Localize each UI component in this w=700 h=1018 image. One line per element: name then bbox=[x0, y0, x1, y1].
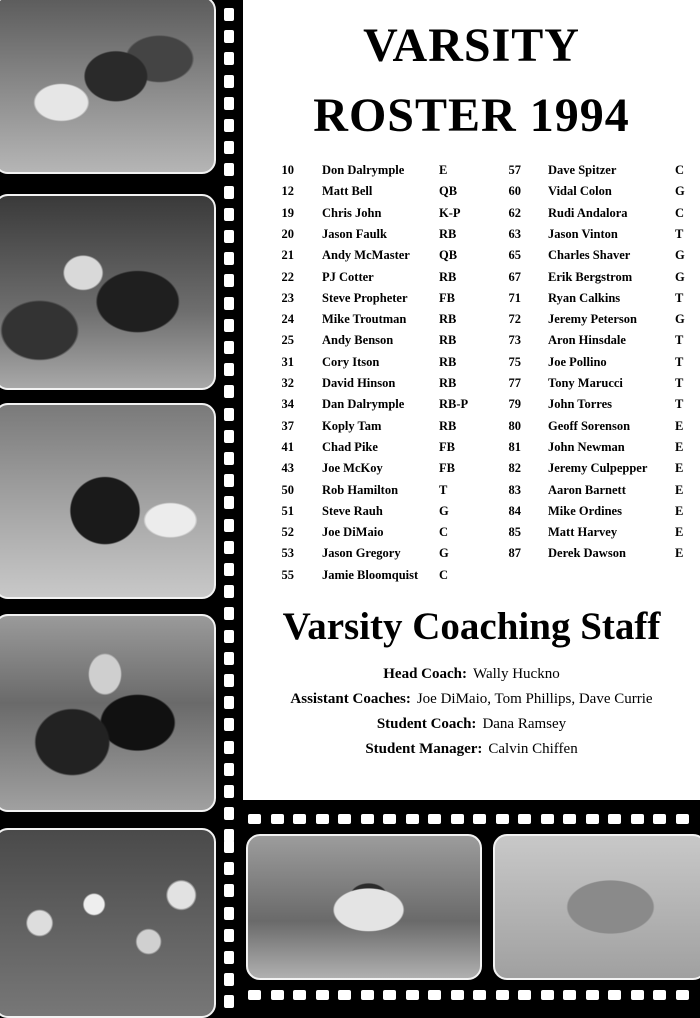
sprocket-hole bbox=[224, 163, 234, 176]
shirt-logo-photo bbox=[493, 834, 700, 980]
sprocket-hole bbox=[224, 674, 234, 687]
player-name: Andy McMaster bbox=[322, 248, 410, 263]
assistant-coaches-label: Assistant Coaches: bbox=[290, 691, 411, 707]
player-position: T bbox=[675, 226, 684, 241]
player-position: RB bbox=[439, 354, 457, 369]
sprocket-hole bbox=[224, 741, 234, 754]
player-number: 23 bbox=[281, 290, 294, 305]
player-number: 41 bbox=[281, 439, 294, 454]
player-number: 67 bbox=[508, 269, 521, 284]
player-name: Steve Rauh bbox=[322, 503, 383, 518]
player-number: 79 bbox=[508, 397, 521, 412]
player-name: PJ Cotter bbox=[322, 269, 374, 284]
roster-row bbox=[243, 522, 700, 542]
sprocket-hole bbox=[451, 814, 464, 824]
roster-row bbox=[243, 480, 700, 500]
football-photo-4 bbox=[0, 614, 216, 812]
sprocket-hole bbox=[248, 990, 261, 1000]
player-position: T bbox=[675, 376, 684, 390]
sprocket-hole bbox=[224, 363, 234, 376]
player-name: Rudi Andalora bbox=[548, 205, 628, 220]
player-name: Matt Bell bbox=[322, 184, 373, 199]
player-position: RB bbox=[439, 226, 457, 241]
roster-row bbox=[243, 160, 700, 180]
sprocket-hole bbox=[224, 141, 234, 154]
player-name: Aaron Barnett bbox=[548, 482, 626, 497]
sprocket-hole bbox=[676, 814, 689, 824]
sprocket-hole bbox=[293, 990, 306, 1000]
roster-row bbox=[243, 373, 700, 393]
roster-row bbox=[243, 565, 700, 585]
roster-row bbox=[243, 203, 700, 223]
sprocket-hole bbox=[496, 814, 509, 824]
sprocket-hole bbox=[383, 814, 396, 824]
player-position: C bbox=[439, 525, 449, 540]
page-title-line2: ROSTER 1994 bbox=[313, 89, 630, 142]
sprocket-hole bbox=[586, 990, 599, 1000]
sprocket-hole bbox=[518, 814, 531, 824]
player-position: RB bbox=[439, 333, 457, 348]
player-name: Charles Shaver bbox=[548, 248, 631, 263]
player-name: Joe Pollino bbox=[548, 354, 607, 369]
player-number: 65 bbox=[508, 248, 521, 263]
sprocket-hole bbox=[631, 990, 644, 1000]
student-manager-value: Calvin Chiffen bbox=[488, 741, 578, 757]
roster-row bbox=[243, 543, 700, 563]
sprocket-hole bbox=[653, 990, 666, 1000]
player-name: Jamie Bloomquist bbox=[322, 567, 419, 582]
sprocket-hole bbox=[473, 990, 486, 1000]
sprocket-hole bbox=[383, 990, 396, 1000]
player-number: 12 bbox=[281, 184, 294, 199]
sprocket-hole bbox=[224, 563, 234, 576]
head-coach-line bbox=[243, 666, 700, 683]
head-coach-label: Head Coach: bbox=[383, 666, 468, 682]
sprocket-hole bbox=[224, 97, 234, 110]
sprocket-hole bbox=[541, 814, 554, 824]
sprocket-hole bbox=[406, 814, 419, 824]
player-position: T bbox=[675, 354, 684, 369]
sprocket-hole bbox=[224, 951, 234, 964]
sprocket-hole bbox=[676, 990, 689, 1000]
player-position: C bbox=[675, 205, 685, 220]
player-number: 21 bbox=[281, 248, 294, 263]
player-position: K-P bbox=[439, 205, 461, 220]
sprocket-hole bbox=[224, 75, 234, 88]
player-position: T bbox=[675, 290, 684, 305]
player-position: RB bbox=[439, 269, 457, 284]
player-name: Mike Troutman bbox=[322, 312, 407, 327]
player-position: T bbox=[675, 397, 684, 412]
roster-row bbox=[243, 458, 700, 478]
assistant-coaches-line bbox=[243, 691, 700, 708]
sprocket-hole bbox=[224, 607, 234, 620]
player-name: Chad Pike bbox=[322, 439, 378, 454]
player-position: C bbox=[439, 567, 449, 582]
sprocket-hole bbox=[316, 814, 329, 824]
sprocket-hole bbox=[406, 990, 419, 1000]
sprocket-hole bbox=[224, 452, 234, 465]
player-number: 81 bbox=[508, 439, 521, 454]
sprocket-hole bbox=[586, 814, 599, 824]
player-position: QB bbox=[439, 184, 458, 199]
player-number: 25 bbox=[281, 333, 294, 348]
player-name: Mike Ordines bbox=[548, 503, 622, 518]
player-number: 87 bbox=[508, 546, 521, 561]
player-position: E bbox=[675, 461, 684, 476]
sprocket-hole bbox=[224, 652, 234, 665]
student-manager-line bbox=[243, 741, 700, 758]
player-name: Erik Bergstrom bbox=[548, 269, 633, 284]
sprocket-hole bbox=[224, 519, 234, 532]
player-name: John Torres bbox=[548, 397, 613, 412]
sprocket-hole bbox=[224, 541, 234, 554]
player-name: Derek Dawson bbox=[548, 546, 626, 561]
roster-row bbox=[243, 394, 700, 414]
player-position: E bbox=[675, 439, 684, 454]
player-number: 10 bbox=[281, 163, 294, 177]
player-name: Jason Vinton bbox=[548, 226, 618, 241]
sprocket-hole bbox=[271, 814, 284, 824]
player-name: David Hinson bbox=[322, 376, 396, 390]
sprocket-hole bbox=[224, 884, 234, 897]
player-position: E bbox=[439, 163, 448, 177]
sprocket-hole bbox=[224, 8, 234, 21]
sprocket-hole bbox=[224, 274, 234, 287]
head-coach-value: Wally Huckno bbox=[473, 666, 560, 682]
roster-row bbox=[243, 330, 700, 350]
player-number: 43 bbox=[281, 461, 294, 476]
player-number: 62 bbox=[508, 205, 521, 220]
sprocket-hole bbox=[451, 990, 464, 1000]
player-number: 20 bbox=[281, 226, 294, 241]
student-coach-value: Dana Ramsey bbox=[482, 716, 567, 732]
sprocket-hole bbox=[361, 814, 374, 824]
player-number: 60 bbox=[508, 184, 521, 199]
sprocket-hole bbox=[473, 814, 486, 824]
crowd-photo bbox=[0, 828, 216, 1018]
player-number: 55 bbox=[281, 567, 294, 582]
sprocket-hole bbox=[224, 385, 234, 398]
player-name: Tony Marucci bbox=[548, 376, 623, 390]
player-name: Don Dalrymple bbox=[322, 163, 405, 177]
student-manager-label: Student Manager: bbox=[365, 741, 483, 757]
player-number: 80 bbox=[508, 418, 521, 433]
player-position: FB bbox=[439, 290, 455, 305]
roster-row bbox=[243, 501, 700, 521]
player-position: C bbox=[675, 163, 685, 177]
player-position: E bbox=[675, 503, 684, 518]
player-position: RB bbox=[439, 312, 457, 327]
player-position: G bbox=[675, 248, 685, 263]
sprocket-hole bbox=[224, 430, 234, 443]
player-position: RB-P bbox=[439, 397, 469, 412]
player-name: Aron Hinsdale bbox=[548, 333, 626, 348]
player-number: 63 bbox=[508, 226, 521, 241]
player-position: E bbox=[675, 546, 684, 561]
player-number: 77 bbox=[508, 376, 521, 390]
sprocket-hole bbox=[224, 862, 234, 875]
sprocket-hole bbox=[224, 319, 234, 332]
sprocket-hole bbox=[224, 696, 234, 709]
sprocket-hole bbox=[224, 785, 234, 798]
sprocket-hole bbox=[224, 496, 234, 509]
sprocket-hole bbox=[224, 718, 234, 731]
sprocket-hole bbox=[563, 814, 576, 824]
sprocket-hole bbox=[248, 814, 261, 824]
player-name: Dan Dalrymple bbox=[322, 397, 405, 412]
player-number: 50 bbox=[281, 482, 294, 497]
player-number: 57 bbox=[508, 163, 521, 177]
sprocket-hole bbox=[224, 807, 234, 820]
assistant-coaches-value: Joe DiMaio, Tom Phillips, Dave Currie bbox=[416, 691, 653, 707]
player-number: 34 bbox=[281, 397, 294, 412]
sprocket-hole bbox=[224, 585, 234, 598]
player-number: 72 bbox=[508, 312, 521, 327]
student-coach-label: Student Coach: bbox=[376, 716, 477, 732]
player-name: Koply Tam bbox=[322, 418, 382, 433]
sprocket-hole bbox=[608, 990, 621, 1000]
sprocket-hole bbox=[653, 814, 666, 824]
sprocket-hole bbox=[224, 186, 234, 199]
player-name: Joe DiMaio bbox=[322, 525, 384, 540]
player-number: 24 bbox=[281, 312, 294, 327]
player-position: T bbox=[675, 333, 684, 348]
player-name: Chris John bbox=[322, 205, 382, 220]
player-position: T bbox=[439, 482, 448, 497]
player-position: RB bbox=[439, 376, 457, 390]
player-name: Dave Spitzer bbox=[548, 163, 617, 177]
sprocket-hole bbox=[224, 907, 234, 920]
player-number: 31 bbox=[281, 354, 294, 369]
player-position: G bbox=[675, 312, 685, 327]
football-photo-1 bbox=[0, 0, 216, 174]
football-photo-3 bbox=[0, 403, 216, 599]
sprocket-hole bbox=[224, 30, 234, 43]
sprocket-hole bbox=[224, 297, 234, 310]
player-position: G bbox=[675, 269, 685, 284]
sprocket-hole bbox=[224, 208, 234, 221]
player-position: QB bbox=[439, 248, 458, 263]
roster-row bbox=[243, 352, 700, 372]
player-name: Geoff Sorenson bbox=[548, 418, 631, 433]
player-name: Joe McKoy bbox=[322, 461, 383, 476]
sprocket-hole bbox=[271, 990, 284, 1000]
sprocket-hole bbox=[224, 929, 234, 942]
player-number: 19 bbox=[281, 205, 294, 220]
player-name: Andy Benson bbox=[322, 333, 394, 348]
roster-row bbox=[243, 309, 700, 329]
player-number: 75 bbox=[508, 354, 521, 369]
player-number: 37 bbox=[281, 418, 294, 433]
player-number: 22 bbox=[281, 269, 294, 284]
sprocket-hole bbox=[224, 840, 234, 853]
sprocket-hole bbox=[316, 990, 329, 1000]
sprocket-hole bbox=[224, 119, 234, 132]
player-name: Cory Itson bbox=[322, 354, 380, 369]
player-name: Matt Harvey bbox=[548, 525, 618, 540]
player-number: 82 bbox=[508, 461, 521, 476]
sprocket-hole bbox=[224, 474, 234, 487]
sprocket-hole bbox=[631, 814, 644, 824]
sprocket-hole bbox=[224, 763, 234, 776]
player-number: 52 bbox=[281, 525, 294, 540]
student-coach-line bbox=[243, 716, 700, 733]
roster-row bbox=[243, 267, 700, 287]
sprocket-hole bbox=[361, 990, 374, 1000]
sprocket-hole bbox=[541, 990, 554, 1000]
fan-cheering-photo bbox=[246, 834, 482, 980]
player-position: G bbox=[675, 184, 685, 199]
player-position: E bbox=[675, 525, 684, 540]
player-name: John Newman bbox=[548, 439, 625, 454]
player-position: G bbox=[439, 503, 449, 518]
player-number: 84 bbox=[508, 503, 521, 518]
player-number: 71 bbox=[508, 290, 521, 305]
roster-row bbox=[243, 245, 700, 265]
sprocket-hole bbox=[224, 52, 234, 65]
page-title-line1: VARSITY bbox=[363, 19, 580, 72]
player-position: E bbox=[675, 418, 684, 433]
player-name: Rob Hamilton bbox=[322, 482, 399, 497]
player-number: 51 bbox=[281, 503, 294, 518]
football-photo-2 bbox=[0, 194, 216, 390]
sprocket-hole bbox=[224, 252, 234, 265]
player-number: 73 bbox=[508, 333, 521, 348]
player-position: G bbox=[439, 546, 449, 561]
roster-row bbox=[243, 416, 700, 436]
sprocket-hole bbox=[428, 990, 441, 1000]
player-position: FB bbox=[439, 461, 455, 476]
sprocket-hole bbox=[518, 990, 531, 1000]
sprocket-hole bbox=[224, 630, 234, 643]
roster-row bbox=[243, 437, 700, 457]
player-position: RB bbox=[439, 418, 457, 433]
player-name: Vidal Colon bbox=[548, 184, 612, 199]
player-number: 32 bbox=[281, 376, 294, 390]
sprocket-hole bbox=[338, 814, 351, 824]
player-position: FB bbox=[439, 439, 455, 454]
player-name: Jason Faulk bbox=[322, 226, 387, 241]
roster-row bbox=[243, 224, 700, 244]
sprocket-hole bbox=[224, 341, 234, 354]
roster-row bbox=[243, 181, 700, 201]
coaching-staff-title: Varsity Coaching Staff bbox=[282, 605, 661, 648]
sprocket-hole bbox=[338, 990, 351, 1000]
player-name: Ryan Calkins bbox=[548, 290, 621, 305]
player-number: 53 bbox=[281, 546, 294, 561]
roster-panel bbox=[243, 0, 700, 800]
sprocket-hole bbox=[293, 814, 306, 824]
player-number: 83 bbox=[508, 482, 521, 497]
player-number: 85 bbox=[508, 525, 521, 540]
player-position: E bbox=[675, 482, 684, 497]
roster-row bbox=[243, 288, 700, 308]
sprocket-hole bbox=[224, 408, 234, 421]
sprocket-hole bbox=[428, 814, 441, 824]
sprocket-hole bbox=[563, 990, 576, 1000]
sprocket-hole bbox=[608, 814, 621, 824]
sprocket-hole bbox=[224, 995, 234, 1008]
player-name: Jeremy Peterson bbox=[548, 312, 637, 327]
sprocket-hole bbox=[496, 990, 509, 1000]
sprocket-hole bbox=[224, 973, 234, 986]
sprocket-hole bbox=[224, 230, 234, 243]
player-name: Jeremy Culpepper bbox=[548, 461, 648, 476]
player-name: Jason Gregory bbox=[322, 546, 401, 561]
player-name: Steve Propheter bbox=[322, 290, 408, 305]
